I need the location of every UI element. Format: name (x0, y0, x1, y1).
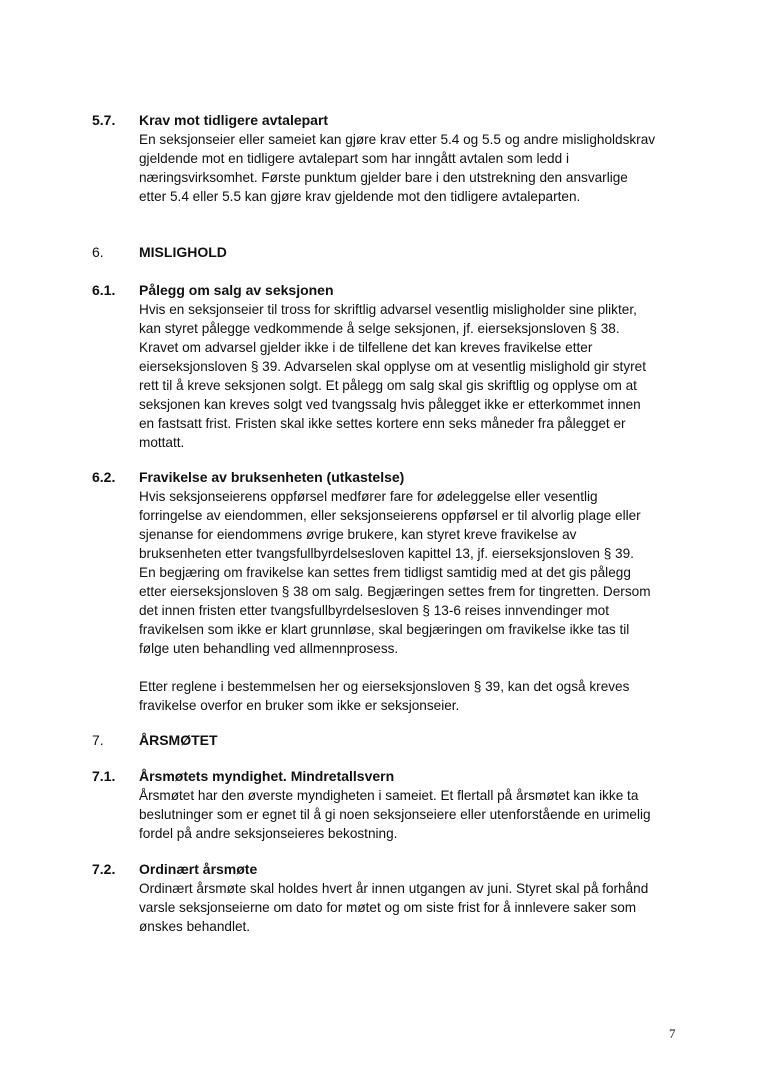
text-line: varsle seksjonseierne om dato for møtet og om siste frist for å innlevere saker som (139, 900, 637, 915)
text-line: Hvis en seksjonseier til tross for skriftlig advarsel vesentlig misligholder sine plikter, (139, 302, 637, 317)
chapter-heading: ÅRSMØTET (139, 732, 218, 748)
chapter-number: 7. (92, 732, 104, 748)
section-number: 6.1. (92, 282, 116, 298)
text-line: Hvis seksjonseierens oppførsel medfører fare for ødeleggelse eller vesentlig (139, 489, 598, 504)
text-line: Kravet om advarsel gjelder ikke i de tilfellene det kan kreves fravikelse etter (139, 340, 593, 355)
text-line: eierseksjonsloven § 39. Advarselen skal opplyse om at vesentlig mislighold gir styret (139, 359, 646, 374)
text-line: næringsvirksomhet. Første punktum gjelder bare i den utstrekning den ansvarlige (139, 170, 628, 185)
chapter-number: 6. (92, 244, 104, 260)
section-body (139, 879, 684, 936)
text-line: ønskes behandlet. (139, 919, 251, 934)
section-number: 6.2. (92, 469, 116, 485)
text-line: forringelse av eiendommen, eller seksjonseierens oppførsel er til alvorlig plage eller (139, 508, 641, 523)
section-body (139, 786, 684, 843)
section-heading: Årsmøtets myndighet. Mindretallsvern (139, 768, 395, 784)
section-heading: Krav mot tidligere avtalepart (139, 112, 329, 128)
text-line: En seksjonseier eller sameiet kan gjøre krav etter 5.4 og 5.5 og andre misligholdskrav (139, 132, 656, 147)
section-number: 5.7. (92, 112, 116, 128)
section-number: 7.1. (92, 768, 116, 784)
text-line: etter 5.4 eller 5.5 kan gjøre krav gjeldende mot den tidligere avtaleparten. (139, 189, 581, 204)
text-line: kan styret pålegge vedkommende å selge seksjonen, jf. eierseksjonsloven § 38. (139, 321, 620, 336)
text-line: bruksenheten etter tvangsfullbyrdelsesloven kapittel 13, jf. eierseksjonsloven § 39. (139, 546, 634, 561)
text-line: fordel på andre seksjonseieres bekostning. (139, 826, 398, 841)
text-line: beslutninger som er egnet til å gi noen seksjonseiere eller utenforstående en urimelig (139, 807, 651, 822)
page-number: 7 (669, 1026, 676, 1041)
text-line: fravikelse overfor en bruker som ikke er seksjonseier. (139, 698, 460, 713)
text-line: fravikelsen som ikke er klart grunnløse, skal begjæringen om fravikelse ikke tas til (139, 622, 630, 637)
section-heading: Pålegg om salg av seksjonen (139, 282, 334, 298)
text-line: seksjonen kan kreves solgt ved tvangssalg hvis pålegget ikke er etterkommet innen (139, 397, 641, 412)
text-line: følge uten behandling ved allmennprosess. (139, 641, 399, 656)
text-line: gjeldende mot en tidligere avtalepart som har inngått avtalen som ledd i (139, 151, 569, 166)
text-line: sjenanse for eiendommens øvrige brukere, kan styret kreve fravikelse av (139, 527, 577, 542)
text-line: En begjæring om fravikelse kan settes frem tidligst samtidig med at det gis pålegg (139, 565, 631, 580)
section-heading: Ordinært årsmøte (139, 861, 258, 877)
text-line: etter eierseksjonsloven § 38 om salg. Begjæringen settes frem for tingretten. Dersom (139, 584, 651, 599)
text-line: mottatt. (139, 435, 185, 450)
text-line: Ordinært årsmøte skal holdes hvert år innen utgangen av juni. Styret skal på forhånd (139, 881, 649, 896)
text-line: en fastsatt frist. Fristen skal ikke settes kortere enn seks måneder fra pålegget er (139, 416, 626, 431)
section-heading: Fravikelse av bruksenheten (utkastelse) (139, 469, 405, 485)
text-line: det innen fristen etter tvangsfullbyrdelsesloven § 13-6 reises innvendinger mot (139, 603, 610, 618)
text-line: Årsmøtet har den øverste myndigheten i sameiet. Et flertall på årsmøtet kan ikke ta (139, 788, 639, 803)
text-line: rett til å kreve seksjonen solgt. Et pålegg om salg skal gis skriftlig og opplyse om at (139, 378, 637, 393)
section-body (139, 300, 684, 452)
section-body (139, 487, 684, 658)
section-body (139, 130, 684, 206)
section-body-paragraph-2 (139, 677, 684, 715)
section-number: 7.2. (92, 861, 116, 877)
chapter-heading: MISLIGHOLD (139, 244, 227, 260)
text-line: Etter reglene i bestemmelsen her og eierseksjonsloven § 39, kan det også kreves (139, 679, 630, 694)
